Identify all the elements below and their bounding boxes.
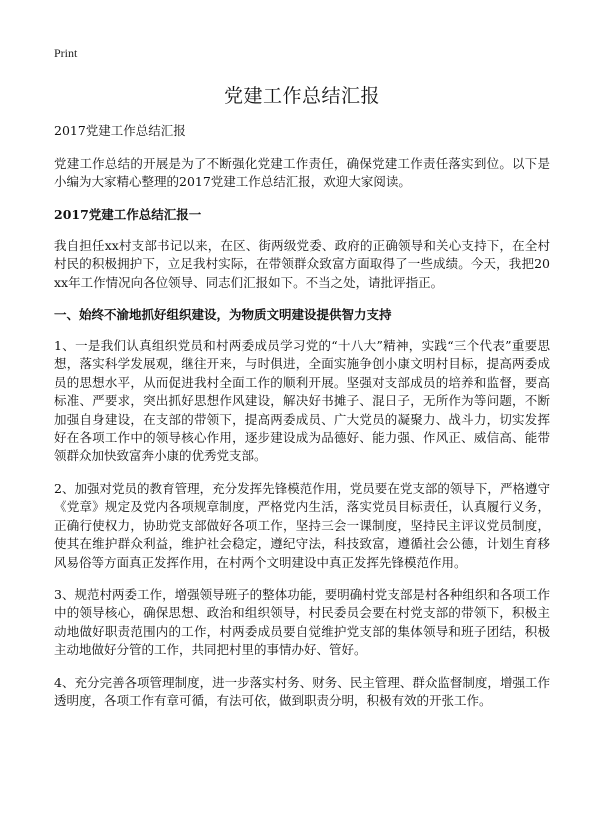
opening-paragraph: 我自担任xx村支部书记以来，在区、街两级党委、政府的正确领导和关心支持下，在全村村民的积极拥护下，立足我村实际，在带领群众致富方面取得了一些成绩。今天，我把20xx年工作情况向各位领导、同志们汇报如下。不当之处，请批评指正。 bbox=[54, 237, 550, 290]
list-item-2: 2、加强对党员的教育管理，充分发挥先锋模范作用，党员要在党支部的领导下，严格遵守《党章》规定及党内各项规章制度，严格党内生活，落实党员目标责任，认真履行义务，正确行使权力，协助党支部做好各项工作，坚持三会一课制度，坚持民主评议党员制度，使其在维护群众利益，维护社会稳定，遵纪守法，科技致富，遵循社会公德，计划生育移风易俗等方面真正发挥作用，在村两个文明建设中真正发挥先锋模范作用。 bbox=[54, 480, 550, 570]
print-label: Print bbox=[54, 46, 78, 60]
heading-1: 一、始终不渝地抓好组织建设，为物质文明建设提供智力支持 bbox=[54, 307, 392, 323]
document-subtitle: 2017党建工作总结汇报 bbox=[54, 123, 186, 138]
list-item-4: 4、充分完善各项管理制度，进一步落实村务、财务、民主管理、群众监督制度，增强工作透明度，各项工作有章可循，有法可依，做到职责分明，积极有效的开张工作。 bbox=[54, 674, 550, 708]
document-title: 党建工作总结汇报 bbox=[223, 85, 380, 107]
intro-paragraph: 党建工作总结的开展是为了不断强化党建工作责任，确保党建工作责任落实到位。以下是小编为大家精心整理的2017党建工作总结汇报，欢迎大家阅读。 bbox=[54, 156, 550, 190]
list-item-3: 3、规范村两委工作，增强领导班子的整体功能，要明确村党支部是村各种组织和各项工作中的领导核心，确保思想、政治和组织领导，村民委员会要在村党支部的带领下，积极主动地做好职责范围内的工作，村两委成员要自觉维护党支部的集体领导和班子团结，积极主动地做好分管的工作，共同把村里的事情办好、管好。 bbox=[54, 586, 550, 658]
list-item-1: 1、一是我们认真组织党员和村两委成员学习党的“十八大”精神，实践“三个代表”重要思想，落实科学发展观，继往开来，与时俱进，全面实施争创小康文明村目标，提高两委成员的思想水平，从而促进我村全面工作的顺利开展。坚强对支部成员的培养和监督，要高标准、严要求，突出抓好思想作风建设，解决好书摊子、混日子，无所作为等问题，不断加强自身建设，在支部的带领下，提高两委成员、广大党员的凝聚力、战斗力，切实发挥好在各项工作中的领导核心作用，逐步建设成为品德好、能力强、作风正、威信高、能带领群众加快致富奔小康的优秀党支部。 bbox=[54, 338, 550, 464]
section-title: 2017党建工作总结汇报一 bbox=[54, 206, 202, 222]
